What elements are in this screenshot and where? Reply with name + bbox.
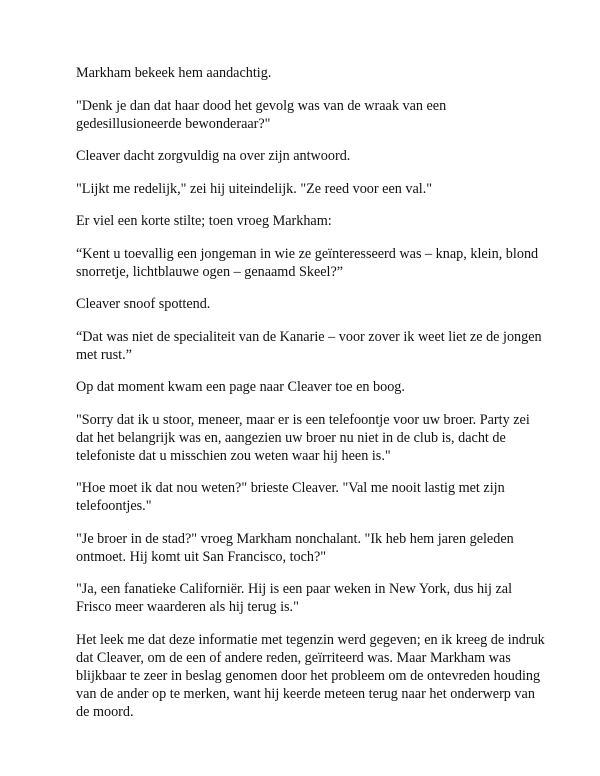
paragraph-14: Het leek me dat deze informatie met tegenzin werd gegeven; en ik kreeg de indruk dat Cleaver, om de een of andere reden, geïrriteerd was. Maar Markham was blijkbaar te zeer in beslag genomen door het probleem om de ontevreden houding van de ander op te merken, want hij keerde meteen terug naar het onderwerp van de moord. [76,631,545,720]
paragraph-11: "Hoe moet ik dat nou weten?" brieste Cleaver. "Val me nooit lastig met zijn telefoontjes." [76,480,505,514]
paragraph-2: "Denk je dan dat haar dood het gevolg was van de wraak van een gedesillusioneerde bewonderaar?" [76,97,447,132]
paragraph-1: Markham bekeek hem aandachtig. [76,65,272,81]
paragraph-3: Cleaver dacht zorgvuldig na over zijn antwoord. [76,148,351,164]
paragraph-5: Er viel een korte stilte; toen vroeg Markham: [76,213,332,229]
paragraph-8: “Dat was niet de specialiteit van de Kanarie – voor zover ik weet liet ze de jongen met rust.” [76,328,542,363]
paragraph-10: "Sorry dat ik u stoor, meneer, maar er is een telefoontje voor uw broer. Party zei dat het belangrijk was en, aangezien uw broer nu niet in de club is, dacht de telefoniste dat u misschien zou weten waar hij heen is." [76,411,530,464]
paragraph-6: “Kent u toevallig een jongeman in wie ze geïnteresseerd was – knap, klein, blond snorretje, lichtblauwe ogen – genaamd Skeel?” [76,245,539,280]
paragraph-9: Op dat moment kwam een page naar Cleaver toe en boog. [76,379,405,395]
paragraph-4: "Lijkt me redelijk," zei hij uiteindelijk. "Ze reed voor een val." [76,180,433,197]
paragraph-7: Cleaver snoof spottend. [76,296,211,312]
paragraph-13: "Ja, een fanatieke Californiër. Hij is een paar weken in New York, dus hij zal Frisco meer waarderen als hij terug is." [76,581,513,615]
paragraph-12: "Je broer in de stad?" vroeg Markham nonchalant. "Ik heb hem jaren geleden ontmoet. Hij komt uit San Francisco, toch?" [76,530,514,565]
text-column [76,64,546,735]
